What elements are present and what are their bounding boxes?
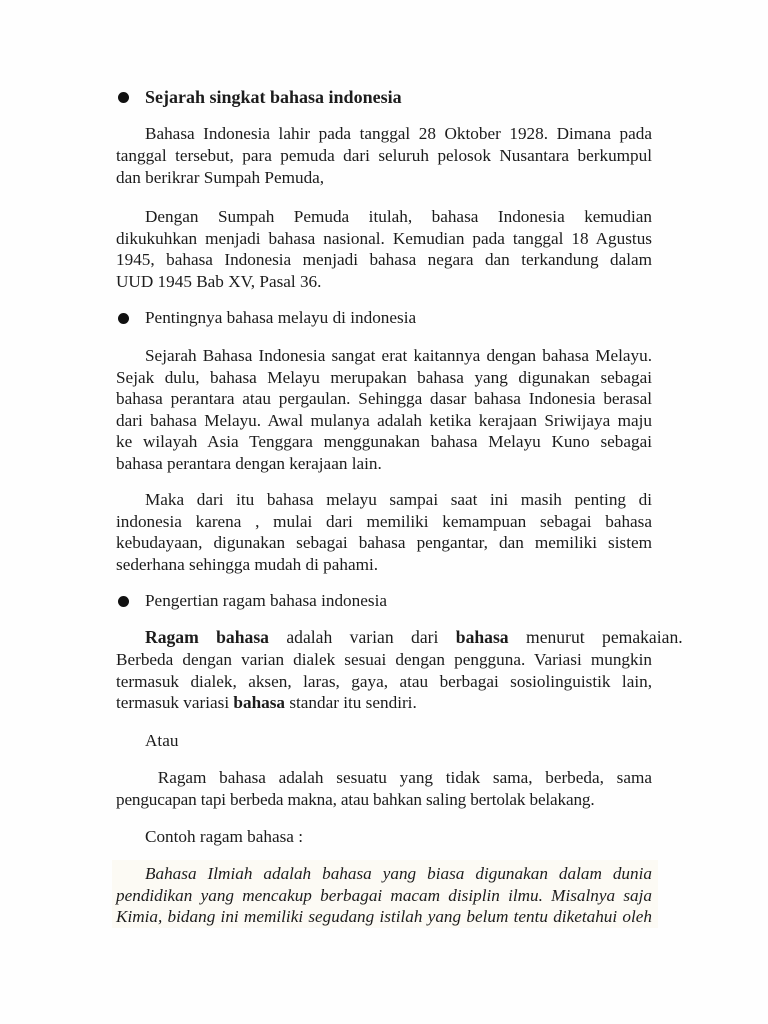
text-line: Sejarah Bahasa Indonesia sangat erat kaitannya dengan bahasa Melayu. (145, 346, 652, 365)
section-heading-pengertian (116, 590, 652, 612)
heading-text: Pentingnya bahasa melayu di indonesia (145, 308, 417, 327)
text-line: Dengan Sumpah Pemuda itulah, bahasa Indonesia kemudian (145, 207, 652, 226)
section-heading-pentingnya (116, 307, 652, 329)
text-line: Bahasa Ilmiah adalah bahasa yang biasa digunakan dalam dunia (145, 864, 652, 883)
text-line: Sejak dulu, bahasa Melayu merupakan bahasa yang digunakan sebagai (116, 367, 652, 387)
text-span: standar itu sendiri. (285, 693, 417, 712)
text-line: dan berikrar Sumpah Pemuda, (116, 168, 325, 187)
term-bahasa: bahasa (233, 693, 286, 712)
text-line: Maka dari itu bahasa melayu sampai saat ini masih penting di (145, 490, 652, 509)
text-line: bahasa perantara atau pergaulan. Sehingga dasar bahasa Indonesia berasal (116, 389, 652, 408)
text-line: pengucapan tapi berbeda makna, atau bahkan saling bertolak belakang. (116, 790, 595, 809)
text-line: UUD 1945 Bab XV, Pasal 36. (116, 271, 322, 291)
text-line: bahasa perantara dengan kerajaan lain. (116, 453, 382, 473)
heading-text: Pengertian ragam bahasa indonesia (145, 591, 387, 610)
definition-last-line (116, 692, 652, 713)
text-span: adalah varian dari (268, 627, 456, 647)
term-bahasa: bahasa (455, 627, 509, 647)
bullet-dot-icon (118, 313, 129, 324)
text-line: kebudayaan, digunakan sebagai bahasa pengantar, dan memiliki sistem (116, 533, 652, 552)
definition-line-1 (116, 627, 683, 648)
text-line: indonesia karena , mulai dari memiliki kemampuan sebagai bahasa (116, 511, 652, 531)
text-line: termasuk dialek, aksen, laras, gaya, atau berbagai sosiolinguistik lain, (116, 671, 652, 691)
section-heading-sejarah (116, 86, 652, 108)
text-line: Contoh ragam bahasa : (145, 827, 303, 846)
text-line: Bahasa Indonesia lahir pada tanggal 28 Oktober 1928. Dimana pada (145, 124, 652, 143)
bullet-dot-icon (118, 596, 129, 607)
text-line: ke wilayah Asia Tenggara menggunakan bahasa Melayu Kuno sebagai (116, 432, 652, 451)
text-span: menurut pemakaian. (508, 627, 683, 647)
text-line: Ragam bahasa adalah sesuatu yang tidak sama, berbeda, sama (145, 768, 652, 787)
term-ragam-bahasa: Ragam bahasa (145, 627, 269, 647)
text-line: Kimia, bidang ini memiliki segudang istilah yang belum tentu diketahui oleh (116, 907, 652, 926)
text-line: tanggal tersebut, para pemuda dari seluruh pelosok Nusantara berkumpul (116, 146, 652, 165)
text-line: pendidikan yang mencakup berbagai macam disiplin ilmu. Misalnya saja (116, 885, 652, 905)
heading-text: Sejarah singkat bahasa indonesia (145, 87, 402, 107)
text-line: dikukuhkan menjadi bahasa nasional. Kemudian pada tanggal 18 Agustus (116, 228, 652, 248)
text-span: termasuk variasi (116, 693, 234, 712)
text-line: sederhana sehingga mudah di pahami. (116, 554, 379, 574)
text-line: Berbeda dengan varian dialek sesuai dengan pengguna. Variasi mungkin (116, 650, 652, 669)
text-line: 1945, bahasa Indonesia menjadi bahasa negara dan terkandung dalam (116, 250, 652, 269)
text-line: dari bahasa Melayu. Awal mulanya adalah ketika kerajaan Sriwijaya maju (116, 410, 652, 430)
text-line: Atau (145, 731, 179, 750)
bullet-dot-icon (118, 92, 129, 103)
